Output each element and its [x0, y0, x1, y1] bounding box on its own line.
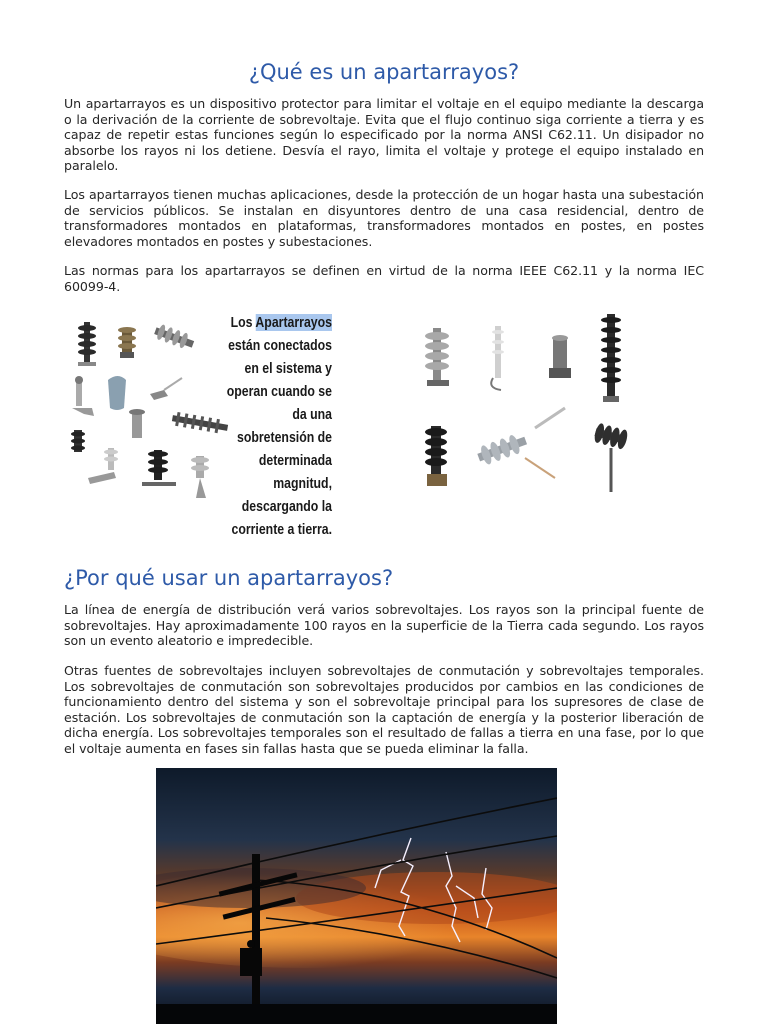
arresters-collage-figure: [64, 308, 334, 538]
caption-text-start: Los: [230, 314, 256, 331]
storm-image: [156, 768, 557, 1024]
collage-caption: [217, 311, 332, 541]
caption-text-end: están conectados en el sistema y operan cuando se da una sobretensión de determinada magnitud, descargando la corriente a tierra.: [226, 337, 332, 538]
section1-paragraph-2: Los apartarrayos tienen muchas aplicaciones, desde la protección de un hogar hasta una subestación de servicios públicos. Se instalan en disyuntores dentro de una casa residencial, dentro de transformadores montados en plataformas, transformadores montados en postes, en postes elevadores montados en postes y subestaciones.: [64, 187, 704, 249]
section1-title: ¿Qué es un apartarrayos?: [248, 60, 520, 84]
section1-paragraph-3: Las normas para los apartarrayos se definen en virtud de la norma IEEE C62.11 y la norma IEC 60099-4.: [64, 263, 704, 294]
surge-arrester-icon: [71, 322, 228, 498]
caption-highlight: Apartarrayos: [255, 314, 332, 331]
surge-arrester-icon: [425, 314, 629, 492]
lightning-storm-photo: [156, 768, 557, 1024]
section2-title: ¿Por qué usar un apartarrayos?: [64, 566, 394, 590]
section1-paragraph-1: Un apartarrayos es un dispositivo protector para limitar el voltaje en el equipo mediante la descarga o la derivación de la corriente de sobrevoltaje. Evita que el flujo continuo siga corriente a tierra y es capaz de repetir estas funciones según lo especificado por la norma ANSI C62.11. Un disipador no absorbe los rayos ni los detiene. Desvía el rayo, limita el voltaje y protege el equipo instalado en paralelo.: [64, 96, 704, 173]
arresters-photos-image: [415, 308, 645, 508]
section2-paragraph-1: La línea de energía de distribución verá varios sobrevoltajes. Los rayos son la principal fuente de sobrevoltajes. Hay aproximadamente 100 rayos en la superficie de la Tierra cada segundo. Los rayos son un evento aleatorio e impredecible.: [64, 602, 704, 648]
arresters-photos-figure: [415, 308, 645, 508]
section2-paragraph-2: Otras fuentes de sobrevoltajes incluyen sobrevoltajes de conmutación y sobrevoltajes temporales. Los sobrevoltajes de conmutación son sobrevoltajes producidos por cambios en las condiciones de funcionamiento dentro del sistema y son el sobrevoltaje principal para los supresores de clase de estación. Los sobrevoltajes de conmutación son la captación de energía y la posterior liberación de dicha energía. Los sobrevoltajes temporales son el resultado de fallas a tierra en una fase, por lo que el voltaje aumenta en fases sin fallas hasta que se pueda eliminar la falla.: [64, 663, 704, 756]
